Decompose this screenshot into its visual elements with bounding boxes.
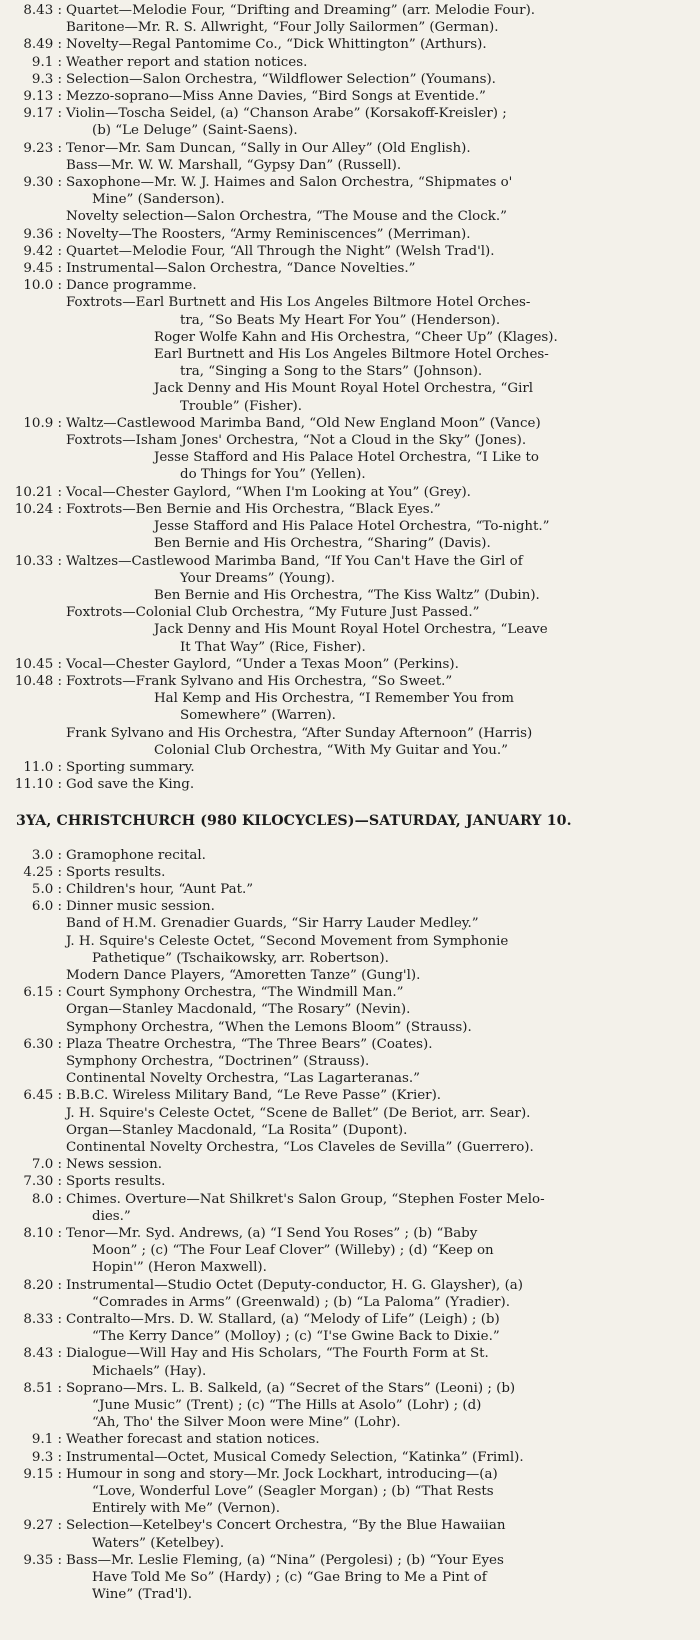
entry-text xyxy=(66,36,684,53)
entry-text xyxy=(66,1449,684,1466)
entry-text xyxy=(66,967,684,984)
entry-time xyxy=(0,1122,66,1139)
entry-line: J. H. Squire's Celeste Octet, “Scene de Ballet” (De Beriot, arr. Sear). xyxy=(66,1105,531,1121)
entry-time: 9.3 : xyxy=(31,1449,62,1465)
entry-line: Dinner music session. xyxy=(66,899,215,915)
entry-line: dies.” xyxy=(92,1208,131,1224)
entry-line: Wine” (Trad'l). xyxy=(92,1587,193,1603)
entry-line: Novelty—Regal Pantomime Co., “Dick Whittington” (Arthurs). xyxy=(66,37,487,53)
entry-line: Bass—Mr. Leslie Fleming, (a) “Nina” (Pergolesi) ; (b) “Your Eyes xyxy=(66,1552,504,1568)
entry-line: Bass—Mr. W. W. Marshall, “Gypsy Dan” (Russell). xyxy=(66,157,402,173)
entry-text xyxy=(66,243,684,260)
entry-time: 10.24 : xyxy=(14,501,62,517)
entry-line: Quartet—Melodie Four, “All Through the Night” (Welsh Trad'l). xyxy=(66,243,495,259)
station-heading: 3YA, CHRISTCHURCH (980 KILOCYCLES)—SATURDAY, JANUARY 10. xyxy=(16,813,572,830)
entry-line: Jesse Stafford and His Palace Hotel Orchestra, “I Like to xyxy=(154,450,539,466)
entry-time xyxy=(0,208,66,225)
entry-line: Modern Dance Players, “Amoretten Tanze” (Gung'l). xyxy=(66,967,421,983)
schedule-entry xyxy=(0,174,700,208)
entry-line: Hal Kemp and His Orchestra, “I Remember You from xyxy=(154,691,515,707)
entry-line: “The Kerry Dance” (Molloy) ; (c) “I'se Gwine Back to Dixie.” xyxy=(92,1329,500,1345)
schedule-entry xyxy=(0,984,700,1001)
schedule-entry xyxy=(0,501,700,518)
entry-line: Vocal—Chester Gaylord, “When I'm Looking at You” (Grey). xyxy=(66,484,471,500)
entry-line: Entirely with Me” (Vernon). xyxy=(92,1501,281,1517)
entry-text xyxy=(66,1431,684,1448)
schedule-entry xyxy=(0,864,700,881)
entry-line: Violin—Toscha Seidel, (a) “Chanson Arabe” (Korsakoff-Kreisler) ; xyxy=(66,106,507,122)
entry-text xyxy=(66,1311,684,1345)
schedule-entry xyxy=(0,88,700,105)
entry-text xyxy=(66,415,684,432)
entry-text xyxy=(66,277,684,294)
entry-line: Sporting summary. xyxy=(66,759,195,775)
entry-line: Weather forecast and station notices. xyxy=(66,1432,320,1448)
entry-text xyxy=(66,226,684,243)
entry-line: News session. xyxy=(66,1157,162,1173)
entry-time xyxy=(0,742,66,759)
entry-time: 6.30 : xyxy=(23,1036,62,1052)
entry-text xyxy=(66,501,684,518)
entry-line: Waters” (Ketelbey). xyxy=(92,1535,225,1551)
entry-text xyxy=(66,725,684,742)
entry-text xyxy=(66,864,684,881)
schedule-entry xyxy=(0,329,700,346)
entry-time: 7.30 : xyxy=(23,1174,62,1190)
schedule-entry xyxy=(0,415,700,432)
entry-time xyxy=(0,1019,66,1036)
entry-line: Chimes. Overture—Nat Shilkret's Salon Group, “Stephen Foster Melo- xyxy=(66,1191,545,1207)
schedule-entry xyxy=(0,553,700,587)
entry-time xyxy=(0,967,66,984)
entry-text xyxy=(66,1466,684,1518)
entry-line: Organ—Stanley Macdonald, “The Rosary” (Nevin). xyxy=(66,1002,411,1018)
schedule-entry xyxy=(0,621,700,655)
entry-line: Contralto—Mrs. D. W. Stallard, (a) “Melody of Life” (Leigh) ; (b) xyxy=(66,1312,500,1328)
entry-text xyxy=(66,673,684,690)
schedule-entry xyxy=(0,1156,700,1173)
entry-line: God save the King. xyxy=(66,777,195,793)
entry-time xyxy=(0,933,66,967)
schedule-entry xyxy=(0,898,700,915)
entry-text xyxy=(66,140,684,157)
entry-line: Organ—Stanley Macdonald, “La Rosita” (Dupont). xyxy=(66,1122,408,1138)
entry-line: Instrumental—Salon Orchestra, “Dance Novelties.” xyxy=(66,261,416,277)
entry-line: Dialogue—Will Hay and His Scholars, “The Fourth Form at St. xyxy=(66,1346,489,1362)
entry-time: 8.10 : xyxy=(23,1226,62,1242)
entry-line: Foxtrots—Earl Burtnett and His Los Angeles Biltmore Hotel Orches- xyxy=(66,295,531,311)
schedule-entry xyxy=(0,1466,700,1518)
entry-time: 8.20 : xyxy=(23,1277,62,1293)
entry-text xyxy=(66,1380,684,1432)
entry-text xyxy=(66,1053,684,1070)
entry-time: 9.1 : xyxy=(31,1432,62,1448)
entry-line: Earl Burtnett and His Los Angeles Biltmore Hotel Orches- xyxy=(154,347,549,363)
entry-text xyxy=(66,294,684,328)
entry-line: Pathetique” (Tschaikowsky, arr. Robertson). xyxy=(92,950,389,966)
entry-text xyxy=(66,449,684,483)
entry-line: Gramophone recital. xyxy=(66,847,206,863)
entry-line: It That Way” (Rice, Fisher). xyxy=(180,639,366,655)
entry-line: Quartet—Melodie Four, “Drifting and Dreaming” (arr. Melodie Four). xyxy=(66,3,536,18)
entry-text xyxy=(66,933,684,967)
entry-text xyxy=(66,260,684,277)
entry-text xyxy=(66,759,684,776)
entry-time xyxy=(0,725,66,742)
schedule-entry xyxy=(0,484,700,501)
entry-line: Band of H.M. Grenadier Guards, “Sir Harry Lauder Medley.” xyxy=(66,916,479,932)
schedule-entry xyxy=(0,157,700,174)
entry-line: Foxtrots—Ben Bernie and His Orchestra, “Black Eyes.” xyxy=(66,501,441,517)
entry-time: 10.9 : xyxy=(23,415,62,431)
schedule-entry xyxy=(0,1087,700,1104)
schedule-entry xyxy=(0,208,700,225)
entry-text xyxy=(66,742,684,759)
entry-line: Roger Wolfe Kahn and His Orchestra, “Cheer Up” (Klages). xyxy=(154,329,558,345)
schedule-entry xyxy=(0,933,700,967)
entry-text xyxy=(66,174,684,208)
entry-line: Waltz—Castlewood Marimba Band, “Old New England Moon” (Vance) xyxy=(66,415,541,431)
entry-text xyxy=(66,1277,684,1311)
entry-text xyxy=(66,1139,684,1156)
entry-line: “Ah, Tho' the Silver Moon were Mine” (Lohr). xyxy=(92,1415,401,1431)
entry-line: Moon” ; (c) “The Four Leaf Clover” (Willeby) ; (d) “Keep on xyxy=(92,1243,494,1259)
entry-text xyxy=(66,2,684,19)
entry-line: Jesse Stafford and His Palace Hotel Orchestra, “To-night.” xyxy=(154,519,550,535)
schedule-entry xyxy=(0,1139,700,1156)
schedule-entry xyxy=(0,1345,700,1379)
entry-line: Tenor—Mr. Sam Duncan, “Sally in Our Alley” (Old English). xyxy=(66,140,471,156)
entry-line: Novelty selection—Salon Orchestra, “The Mouse and the Clock.” xyxy=(66,209,507,225)
schedule-entry xyxy=(0,19,700,36)
entry-time: 7.0 : xyxy=(31,1157,62,1173)
entry-line: Continental Novelty Orchestra, “Los Claveles de Sevilla” (Guerrero). xyxy=(66,1140,534,1155)
entry-time: 9.45 : xyxy=(23,261,62,277)
entry-time xyxy=(0,346,66,380)
entry-line: Plaza Theatre Orchestra, “The Three Bears” (Coates). xyxy=(66,1036,433,1052)
entry-line: J. H. Squire's Celeste Octet, “Second Movement from Symphonie xyxy=(66,933,509,949)
schedule-entry xyxy=(0,1431,700,1448)
schedule-entry xyxy=(0,725,700,742)
entry-text xyxy=(66,19,684,36)
schedule-entry xyxy=(0,915,700,932)
entry-time xyxy=(0,449,66,483)
entry-time: 9.35 : xyxy=(23,1552,62,1568)
schedule-entry xyxy=(0,1552,700,1604)
entry-time: 6.15 : xyxy=(23,985,62,1001)
schedule-entry xyxy=(0,587,700,604)
schedule-entry xyxy=(0,1070,700,1087)
schedule-entry xyxy=(0,432,700,449)
entry-text xyxy=(66,329,684,346)
entry-time: 9.27 : xyxy=(23,1518,62,1534)
schedule-entry xyxy=(0,535,700,552)
entry-line: Weather report and station notices. xyxy=(66,54,308,70)
entry-line: Michaels” (Hay). xyxy=(92,1363,207,1379)
entry-line: tra, “So Beats My Heart For You” (Henderson). xyxy=(180,312,501,328)
program-listing-continued xyxy=(0,2,700,793)
entry-text xyxy=(66,432,684,449)
entry-time xyxy=(0,294,66,328)
schedule-entry xyxy=(0,1449,700,1466)
schedule-entry xyxy=(0,759,700,776)
entry-line: Sports results. xyxy=(66,864,166,880)
schedule-entry xyxy=(0,690,700,724)
entry-line: Dance programme. xyxy=(66,278,197,294)
schedule-entry xyxy=(0,226,700,243)
entry-line: B.B.C. Wireless Military Band, “Le Reve Passe” (Krier). xyxy=(66,1088,442,1104)
schedule-entry xyxy=(0,1053,700,1070)
schedule-entry xyxy=(0,673,700,690)
entry-line: Instrumental—Studio Octet (Deputy-conductor, H. G. Glaysher), (a) xyxy=(66,1277,524,1293)
entry-line: Trouble” (Fisher). xyxy=(180,398,302,414)
entry-time xyxy=(0,587,66,604)
entry-line: do Things for You” (Yellen). xyxy=(180,467,366,483)
entry-line: Hopin'” (Heron Maxwell). xyxy=(92,1260,267,1276)
entry-time: 11.10 : xyxy=(14,777,62,793)
entry-time: 9.23 : xyxy=(23,140,62,156)
entry-line: Court Symphony Orchestra, “The Windmill Man.” xyxy=(66,985,404,1001)
entry-text xyxy=(66,621,684,655)
entry-text xyxy=(66,535,684,552)
entry-text xyxy=(66,1225,684,1277)
entry-time xyxy=(0,535,66,552)
schedule-entry xyxy=(0,71,700,88)
entry-line: Sports results. xyxy=(66,1174,166,1190)
entry-text xyxy=(66,1036,684,1053)
entry-text xyxy=(66,881,684,898)
schedule-entry xyxy=(0,1517,700,1551)
entry-time xyxy=(0,1105,66,1122)
entry-time: 9.15 : xyxy=(23,1466,62,1482)
entry-text xyxy=(66,898,684,915)
entry-time: 3.0 : xyxy=(31,847,62,863)
entry-line: Jack Denny and His Mount Royal Hotel Orchestra, “Girl xyxy=(154,381,534,397)
entry-time xyxy=(0,518,66,535)
entry-text xyxy=(66,1156,684,1173)
entry-text xyxy=(66,847,684,864)
entry-time xyxy=(0,329,66,346)
schedule-entry xyxy=(0,277,700,294)
entry-time: 9.36 : xyxy=(23,226,62,242)
entry-text xyxy=(66,1122,684,1139)
entry-text xyxy=(66,1019,684,1036)
entry-time: 9.1 : xyxy=(31,54,62,70)
entry-time: 9.42 : xyxy=(23,243,62,259)
schedule-entry xyxy=(0,776,700,793)
entry-time: 9.17 : xyxy=(23,106,62,122)
entry-line: Foxtrots—Frank Sylvano and His Orchestra, “So Sweet.” xyxy=(66,673,453,689)
entry-time: 10.48 : xyxy=(14,673,62,689)
entry-time: 9.13 : xyxy=(23,89,62,105)
entry-line: Your Dreams” (Young). xyxy=(180,570,335,586)
schedule-entry xyxy=(0,967,700,984)
entry-line: Soprano—Mrs. L. B. Salkeld, (a) “Secret of the Stars” (Leoni) ; (b) xyxy=(66,1380,516,1396)
schedule-entry xyxy=(0,260,700,277)
entry-line: Baritone—Mr. R. S. Allwright, “Four Jolly Sailormen” (German). xyxy=(66,20,499,36)
entry-line: “Love, Wonderful Love” (Seagler Morgan) ; (b) “That Rests xyxy=(92,1484,494,1500)
entry-line: Children's hour, “Aunt Pat.” xyxy=(66,881,254,897)
entry-time: 10.21 : xyxy=(14,484,62,500)
schedule-entry xyxy=(0,346,700,380)
entry-text xyxy=(66,157,684,174)
entry-text xyxy=(66,1087,684,1104)
entry-line: “June Music” (Trent) ; (c) “The Hills at Asolo” (Lohr) ; (d) xyxy=(92,1398,482,1414)
entry-line: Novelty—The Roosters, “Army Reminiscences” (Merriman). xyxy=(66,226,471,242)
entry-time: 10.33 : xyxy=(14,553,62,569)
entry-text xyxy=(66,88,684,105)
schedule-entry xyxy=(0,1277,700,1311)
schedule-entry xyxy=(0,140,700,157)
entry-line: Humour in song and story—Mr. Jock Lockhart, introducing—(a) xyxy=(66,1466,498,1482)
entry-time xyxy=(0,432,66,449)
entry-time xyxy=(0,621,66,655)
entry-text xyxy=(66,1001,684,1018)
entry-line: Tenor—Mr. Syd. Andrews, (a) “I Send You Roses” ; (b) “Baby xyxy=(66,1226,478,1242)
entry-text xyxy=(66,604,684,621)
entry-time: 9.3 : xyxy=(31,71,62,87)
schedule-entry xyxy=(0,1311,700,1345)
schedule-entry xyxy=(0,1019,700,1036)
schedule-entry xyxy=(0,1122,700,1139)
entry-text xyxy=(66,484,684,501)
schedule-entry xyxy=(0,1225,700,1277)
entry-line: Jack Denny and His Mount Royal Hotel Orchestra, “Leave xyxy=(154,622,548,638)
entry-time: 6.45 : xyxy=(23,1088,62,1104)
entry-line: Mine” (Sanderson). xyxy=(92,192,225,208)
schedule-entry xyxy=(0,54,700,71)
schedule-entry xyxy=(0,1173,700,1190)
entry-time: 8.0 : xyxy=(31,1191,62,1207)
entry-text xyxy=(66,1070,684,1087)
schedule-entry xyxy=(0,294,700,328)
entry-time: 8.43 : xyxy=(23,3,62,18)
entry-text xyxy=(66,915,684,932)
entry-text xyxy=(66,380,684,414)
schedule-entry xyxy=(0,1036,700,1053)
entry-time xyxy=(0,19,66,36)
entry-time: 10.0 : xyxy=(23,278,62,294)
entry-time xyxy=(0,1053,66,1070)
schedule-entry xyxy=(0,36,700,53)
entry-text xyxy=(66,71,684,88)
entry-time: 11.0 : xyxy=(23,759,62,775)
entry-text xyxy=(66,1552,684,1604)
entry-time: 9.30 : xyxy=(23,175,62,191)
entry-time xyxy=(0,915,66,932)
schedule-entry xyxy=(0,380,700,414)
entry-text xyxy=(66,1173,684,1190)
entry-text xyxy=(66,1517,684,1551)
entry-text xyxy=(66,984,684,1001)
entry-line: Symphony Orchestra, “Doctrinen” (Strauss). xyxy=(66,1053,370,1069)
entry-time: 8.51 : xyxy=(23,1380,62,1396)
entry-line: Symphony Orchestra, “When the Lemons Bloom” (Strauss). xyxy=(66,1019,472,1035)
entry-time xyxy=(0,604,66,621)
program-listing-3ya xyxy=(0,847,700,1604)
schedule-entry xyxy=(0,1105,700,1122)
entry-text xyxy=(66,1345,684,1379)
entry-line: Ben Bernie and His Orchestra, “Sharing” (Davis). xyxy=(154,536,491,552)
entry-line: Selection—Salon Orchestra, “Wildflower Selection” (Youmans). xyxy=(66,71,496,87)
entry-line: Frank Sylvano and His Orchestra, “After Sunday Afternoon” (Harris) xyxy=(66,725,533,741)
schedule-entry xyxy=(0,847,700,864)
entry-line: Continental Novelty Orchestra, “Las Lagarteranas.” xyxy=(66,1071,420,1087)
entry-line: Foxtrots—Colonial Club Orchestra, “My Future Just Passed.” xyxy=(66,605,480,621)
entry-line: tra, “Singing a Song to the Stars” (Johnson). xyxy=(180,364,483,380)
entry-time: 5.0 : xyxy=(31,881,62,897)
schedule-entry xyxy=(0,742,700,759)
entry-line: “Comrades in Arms” (Greenwald) ; (b) “La Paloma” (Yradier). xyxy=(92,1294,510,1310)
entry-line: Vocal—Chester Gaylord, “Under a Texas Moon” (Perkins). xyxy=(66,656,459,672)
schedule-entry xyxy=(0,1380,700,1432)
entry-line: Colonial Club Orchestra, “With My Guitar and You.” xyxy=(154,742,508,758)
entry-text xyxy=(66,776,684,793)
entry-time: 8.33 : xyxy=(23,1312,62,1328)
entry-time xyxy=(0,1139,66,1156)
entry-line: Selection—Ketelbey's Concert Orchestra, “By the Blue Hawaiian xyxy=(66,1518,506,1534)
entry-line: Have Told Me So” (Hardy) ; (c) “Gae Bring to Me a Pint of xyxy=(92,1570,487,1586)
schedule-entry xyxy=(0,518,700,535)
entry-time xyxy=(0,157,66,174)
entry-text xyxy=(66,518,684,535)
entry-time: 4.25 : xyxy=(23,864,62,880)
entry-time: 8.49 : xyxy=(23,37,62,53)
entry-text xyxy=(66,1191,684,1225)
entry-line: Ben Bernie and His Orchestra, “The Kiss Waltz” (Dubin). xyxy=(154,587,540,603)
schedule-entry xyxy=(0,243,700,260)
entry-text xyxy=(66,54,684,71)
schedule-entry xyxy=(0,656,700,673)
entry-line: Instrumental—Octet, Musical Comedy Selection, “Katinka” (Friml). xyxy=(66,1449,524,1465)
entry-line: (b) “Le Deluge” (Saint-Saens). xyxy=(92,123,298,139)
entry-text xyxy=(66,553,684,587)
entry-time xyxy=(0,1070,66,1087)
entry-text xyxy=(66,1105,684,1122)
entry-text xyxy=(66,208,684,225)
entry-text xyxy=(66,656,684,673)
entry-line: Somewhere” (Warren). xyxy=(180,708,336,724)
entry-time: 6.0 : xyxy=(31,899,62,915)
program-page xyxy=(0,2,700,1603)
entry-line: Waltzes—Castlewood Marimba Band, “If You Can't Have the Girl of xyxy=(66,553,523,569)
schedule-entry xyxy=(0,1191,700,1225)
entry-text xyxy=(66,587,684,604)
entry-line: Foxtrots—Isham Jones' Orchestra, “Not a Cloud in the Sky” (Jones). xyxy=(66,433,527,449)
schedule-entry xyxy=(0,881,700,898)
entry-time xyxy=(0,380,66,414)
schedule-entry xyxy=(0,2,700,19)
entry-line: Saxophone—Mr. W. J. Haimes and Salon Orchestra, “Shipmates o' xyxy=(66,175,513,191)
entry-line: Mezzo-soprano—Miss Anne Davies, “Bird Songs at Eventide.” xyxy=(66,89,486,105)
entry-text xyxy=(66,690,684,724)
schedule-entry xyxy=(0,1001,700,1018)
schedule-entry xyxy=(0,449,700,483)
schedule-entry xyxy=(0,105,700,139)
entry-time xyxy=(0,690,66,724)
schedule-entry xyxy=(0,604,700,621)
entry-time: 10.45 : xyxy=(14,656,62,672)
entry-time: 8.43 : xyxy=(23,1346,62,1362)
entry-text xyxy=(66,346,684,380)
entry-text xyxy=(66,105,684,139)
entry-time xyxy=(0,1001,66,1018)
